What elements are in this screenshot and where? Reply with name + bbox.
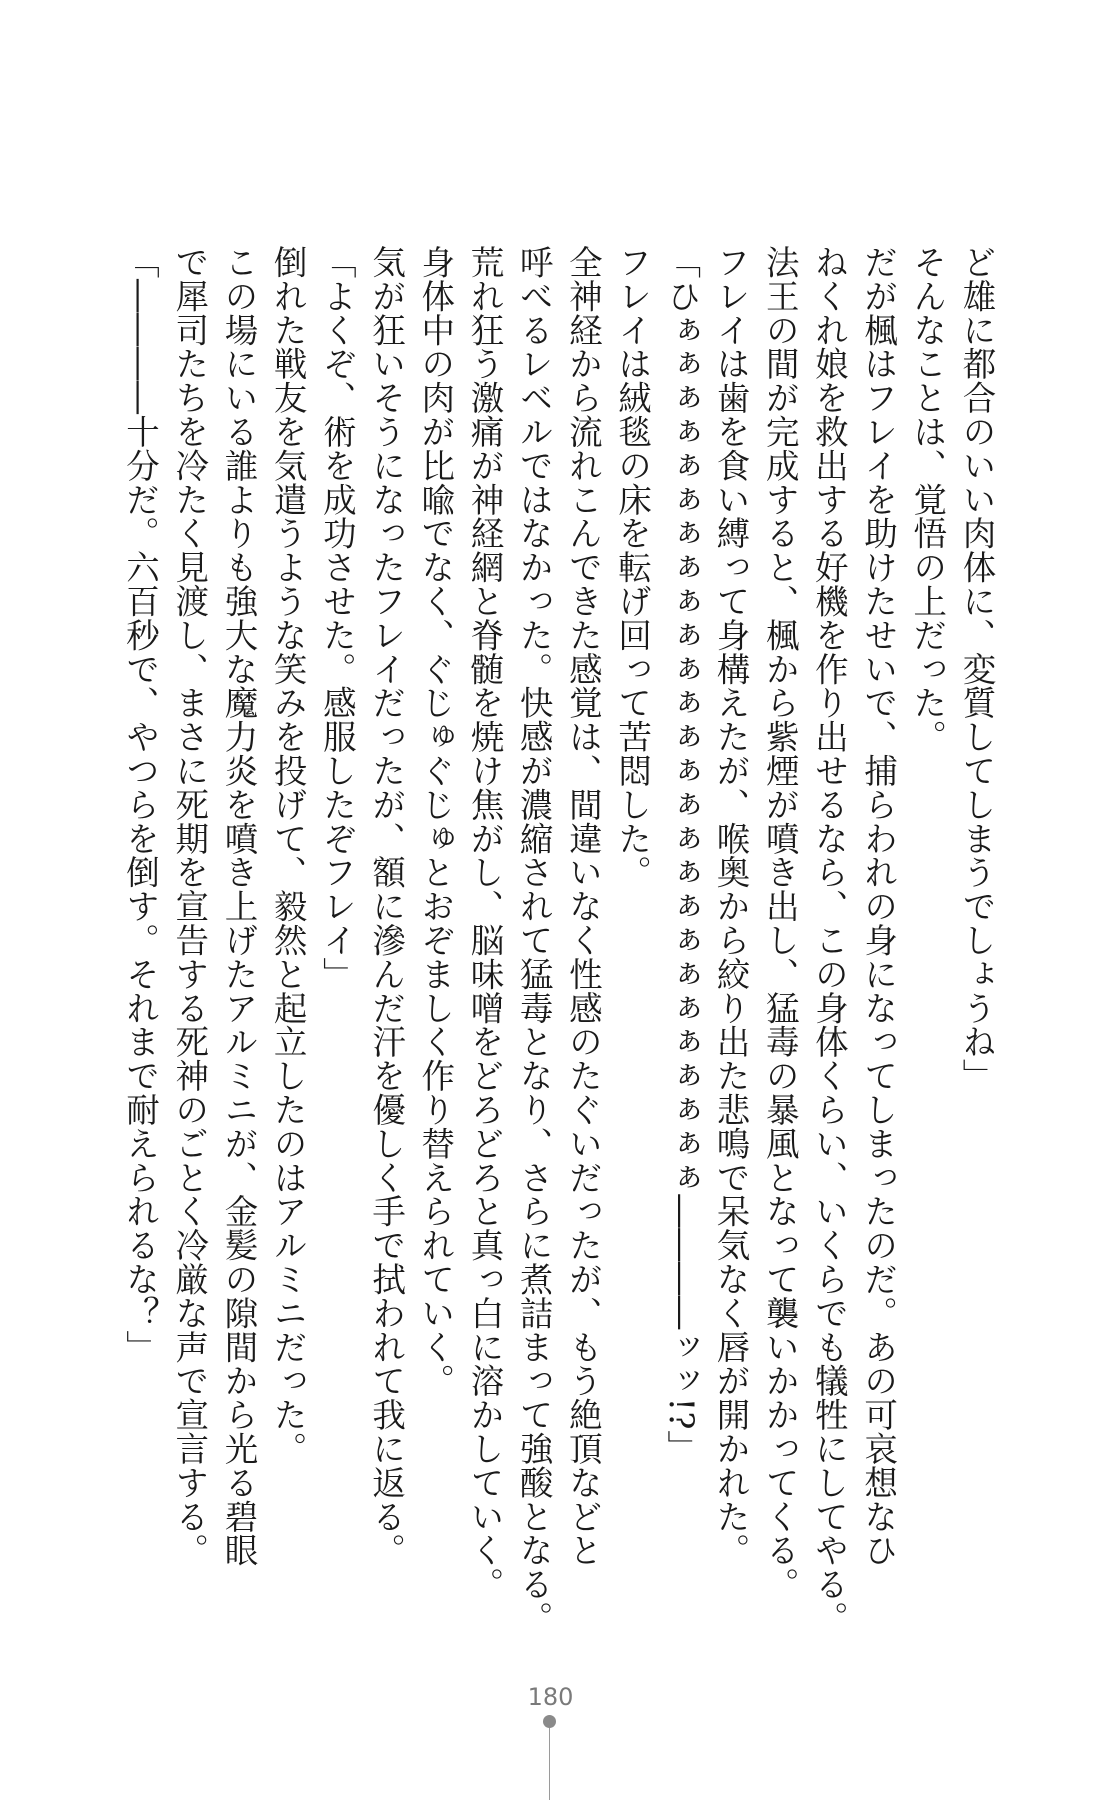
text-line: 全神経から流れこんできた感覚は、間違いなく性感のたぐいだったが、もう絶頂などと [563,245,603,1568]
novel-text-body [115,245,1001,1635]
text-line: 「ひぁぁぁぁぁぁぁぁぁぁぁぁぁぁぁぁぁぁぁぁぁぁぁぁぁぁ――――ッッ!?」 [661,245,701,1464]
text-line: 気が狂いそうになったフレイだったが、額に滲んだ汗を優しく手で拭われて我に返る。 [366,245,406,1568]
page-number: 180 [527,1683,574,1711]
text-line: 「――――十分だ。六百秒で、やつらを倒す。それまで耐えられるな？」 [120,245,160,1364]
text-line: 「よくぞ、術を成功させた。感服したぞフレイ」 [317,245,357,991]
page-marker-dot [543,1715,556,1728]
text-line: 荒れ狂う激痛が神経網と脊髄を焼け焦がし、脳味噌をどろどろと真っ白に溶かしていく。 [464,245,504,1601]
text-line: フレイは絨毯の床を転げ回って苦悶した。 [612,245,652,890]
text-line: だが楓はフレイを助けたせいで、捕らわれの身になってしまったのだ。あの可哀想なひ [858,245,898,1568]
text-line: 呼べるレベルではなかった。快感が濃縮されて猛毒となり、さらに煮詰まって強酸となる。 [514,245,554,1635]
text-line: フレイは歯を食い縛って身構えたが、喉奥から絞り出た悲鳴で呆気なく唇が開かれた。 [710,245,750,1568]
text-line: 法王の間が完成すると、楓から紫煙が噴き出し、猛毒の暴風となって襲いかかってくる。 [760,245,800,1601]
text-line: で犀司たちを冷たく見渡し、まさに死期を宣告する死神のごとく冷厳な声で宣言する。 [169,245,209,1568]
text-line: この場にいる誰よりも強大な魔力炎を噴き上げたアルミニが、金髪の隙間から光る碧眼 [218,245,258,1568]
text-line: ど雄に都合のいい肉体に、変質してしまうでしょうね」 [957,245,996,1093]
text-line: そんなことは、覚悟の上だった。 [907,245,947,754]
page-marker-line [549,1728,550,1800]
text-line: ねくれ娘を救出する好機を作り出せるなら、この身体くらい、いくらでも犠牲にしてやる。 [809,245,849,1635]
text-line: 倒れた戦友を気遣うような笑みを投げて、毅然と起立したのはアルミニだった。 [268,245,308,1466]
text-line: 身体中の肉が比喩でなく、ぐじゅぐじゅとおぞましく作り替えられていく。 [415,245,455,1398]
